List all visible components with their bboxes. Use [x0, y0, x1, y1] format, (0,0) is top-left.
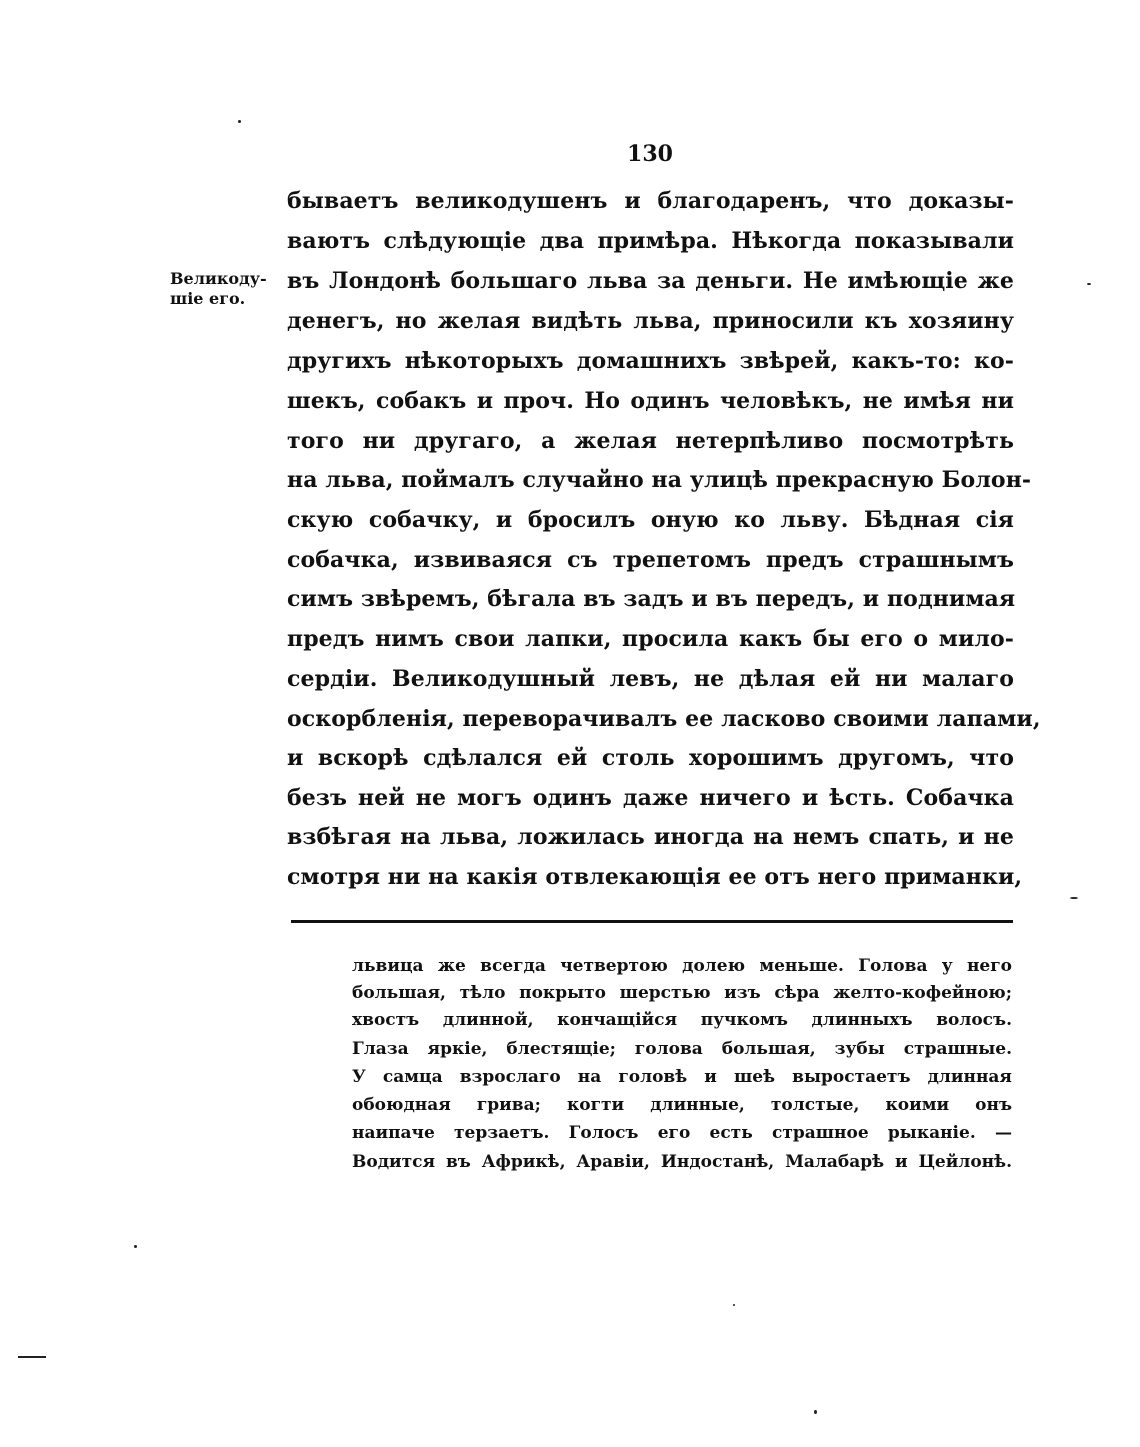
text-line: смотря ни на какія отвлекающія ее отъ него приманки,	[287, 864, 1023, 890]
text-line: взбѣгая на льва, ложилась иногда на немъ спать, и не	[287, 824, 1014, 850]
footnote-rule	[291, 920, 1013, 923]
scan-speck	[134, 1245, 137, 1248]
margin-note-line: Великоду-	[170, 269, 267, 288]
text-line: того ни другаго, а желая нетерпѣливо посмотрѣть	[287, 428, 1014, 454]
text-line: шекъ, собакъ и проч. Но одинъ человѣкъ, не имѣя ни	[287, 388, 1014, 414]
text-line: симъ звѣремъ, бѣгала въ задъ и въ передъ, и поднимая	[287, 586, 1016, 612]
text-line: и вскорѣ сдѣлался ей столь хорошимъ другомъ, что	[287, 745, 1014, 771]
text-line: въ Лондонѣ большаго льва за деньги. Не имѣющіе же	[287, 268, 1014, 294]
text-line: безъ ней не могъ одинъ даже ничего и ѣсть. Собачка	[287, 785, 1014, 811]
footnote-line: наипаче терзаетъ. Голосъ его есть страшное рыканіе. —	[352, 1123, 1012, 1143]
footnote-line: хвостъ длинной, кончащійся пучкомъ длинныхъ волосъ.	[352, 1010, 1012, 1030]
footnote-line: обоюдная грива; когти длинные, толстые, коими онъ	[352, 1095, 1012, 1115]
text-line: сердіи. Великодушный левъ, не дѣлая ей ни малаго	[287, 666, 1014, 692]
footnote-line: Водится въ Африкѣ, Аравіи, Индостанѣ, Малабарѣ и Цейлонѣ.	[352, 1152, 1012, 1172]
text-line: на льва, поймалъ случайно на улицѣ прекрасную Болон-	[287, 467, 1032, 493]
text-line: другихъ нѣкоторыхъ домашнихъ звѣрей, какъ-то: ко-	[287, 348, 1014, 374]
footnote-line: Глаза яркіе, блестящіе; голова большая, зубы страшные.	[352, 1039, 1012, 1059]
footnote-line: большая, тѣло покрыто шерстью изъ сѣра желто-кофейною;	[352, 983, 1012, 1003]
footnote-line: львица же всегда четвертою долею меньше. Голова у него	[352, 956, 1012, 976]
scan-speck	[1070, 897, 1078, 899]
scan-speck	[18, 1356, 46, 1358]
margin-note-line: шіе его.	[170, 289, 246, 308]
scan-speck	[814, 1410, 817, 1414]
page-number: 130	[627, 141, 673, 167]
scan-speck	[733, 1304, 735, 1306]
scan-speck	[1087, 283, 1091, 285]
text-line: собачка, извиваяся съ трепетомъ предъ страшнымъ	[287, 547, 1014, 573]
footnote-line: У самца взрослаго на головѣ и шеѣ выростаетъ длинная	[352, 1067, 1012, 1087]
text-line: предъ нимъ свои лапки, просила какъ бы его о мило-	[287, 626, 1014, 652]
text-line: скую собачку, и бросилъ оную ко льву. Бѣдная сія	[287, 507, 1014, 533]
text-line: бываетъ великодушенъ и благодаренъ, что доказы-	[287, 188, 1014, 214]
text-line: ваютъ слѣдующіе два примѣра. Нѣкогда показывали	[287, 228, 1014, 254]
text-line: оскорбленія, переворачивалъ ее ласково своими лапами,	[287, 706, 1041, 732]
text-line: денегъ, но желая видѣть льва, приносили къ хозяину	[287, 308, 1014, 334]
margin-note	[170, 269, 275, 309]
scan-speck	[238, 120, 241, 123]
